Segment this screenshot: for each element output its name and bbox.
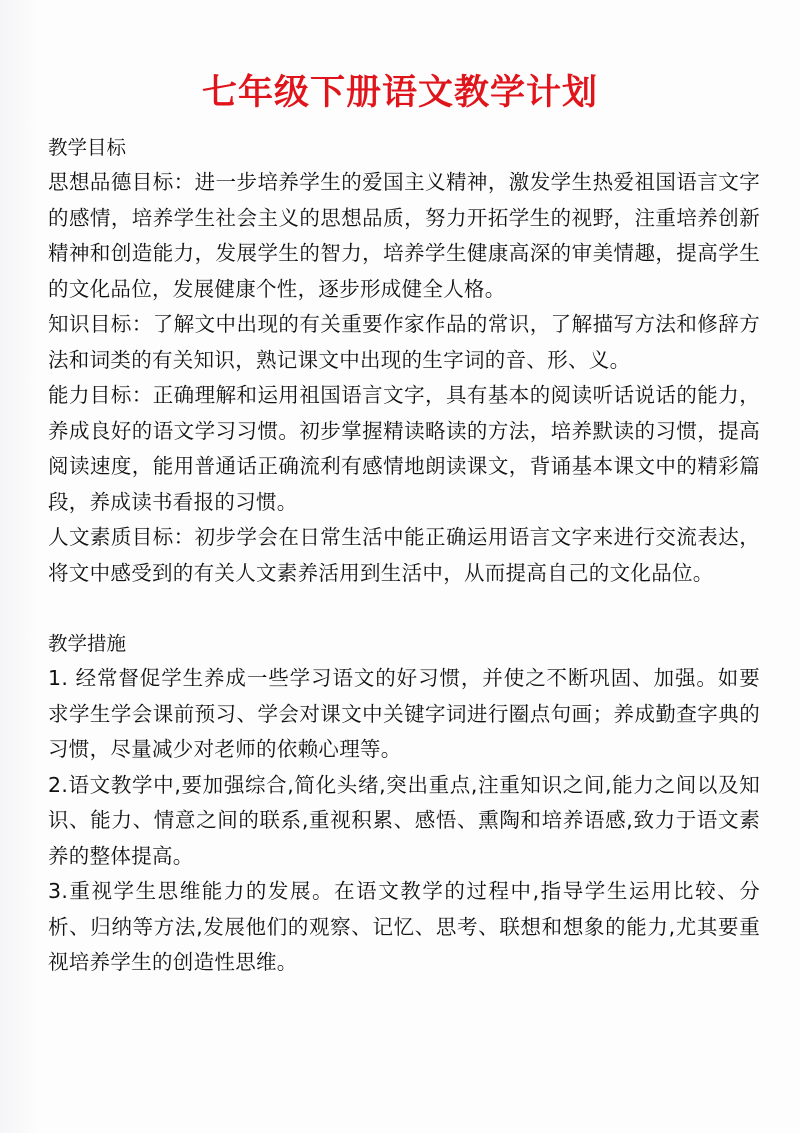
paragraph-knowledge-goal: 知识目标：了解文中出现的有关重要作家作品的常识，了解描写方法和修辞方法和词类的有关知识，熟记课文中出现的生字词的音、形、义。: [48, 312, 760, 372]
section-teaching-goals: [48, 130, 760, 591]
paragraph-moral-goal: 思想品德目标：进一步培养学生的爱国主义精神，激发学生热爱祖国语言文字的感情，培养学生社会主义的思想品质，努力开拓学生的视野，注重培养创新精神和创造能力，发展学生的智力，培养学生健康高深的审美情趣，提高学生的文化品位，发展健康个性，逐步形成健全人格。: [48, 170, 760, 301]
paragraph-humanities-goal: 人文素质目标：初步学会在日常生活中能正确运用语言文字来进行交流表达，将文中感受到的有关人文素养活用到生活中，从而提高自己的文化品位。: [48, 525, 760, 585]
section-heading: 教学目标: [48, 136, 127, 159]
paragraph-measure-3: 3.重视学生思维能力的发展。在语文教学的过程中,指导学生运用比较、分析、归纳等方法,发展他们的观察、记忆、思考、联想和想象的能力,尤其要重视培养学生的创造性思维。: [48, 879, 760, 974]
section-heading: 教学措施: [48, 632, 127, 655]
section-teaching-measures: [48, 626, 760, 981]
section-spacer: [48, 591, 760, 626]
paragraph-measure-2: 2.语文教学中,要加强综合,简化头绪,突出重点,注重知识之间,能力之间以及知识、能力、情意之间的联系,重视积累、感悟、熏陶和培养语感,致力于语文素养的整体提高。: [48, 772, 760, 868]
document-title: 七年级下册语文教学计划: [201, 72, 598, 114]
document-body: [48, 130, 760, 981]
paragraph-ability-goal: 能力目标：正确理解和运用祖国语言文字，具有基本的阅读听话说话的能力，养成良好的语文学习习惯。初步掌握精读略读的方法，培养默读的习惯，提高阅读速度，能用普通话正确流利有感情地朗读课文，背诵基本课文中的精彩篇段，养成读书看报的习惯。: [48, 383, 760, 514]
background-shade: [0, 0, 40, 1133]
paragraph-measure-1: 1. 经常督促学生养成一些学习语文的好习惯，并使之不断巩固、加强。如要求学生学会课前预习、学会对课文中关键字词进行圈点句画；养成勤查字典的习惯，尽量减少对老师的依赖心理等。: [48, 666, 760, 761]
